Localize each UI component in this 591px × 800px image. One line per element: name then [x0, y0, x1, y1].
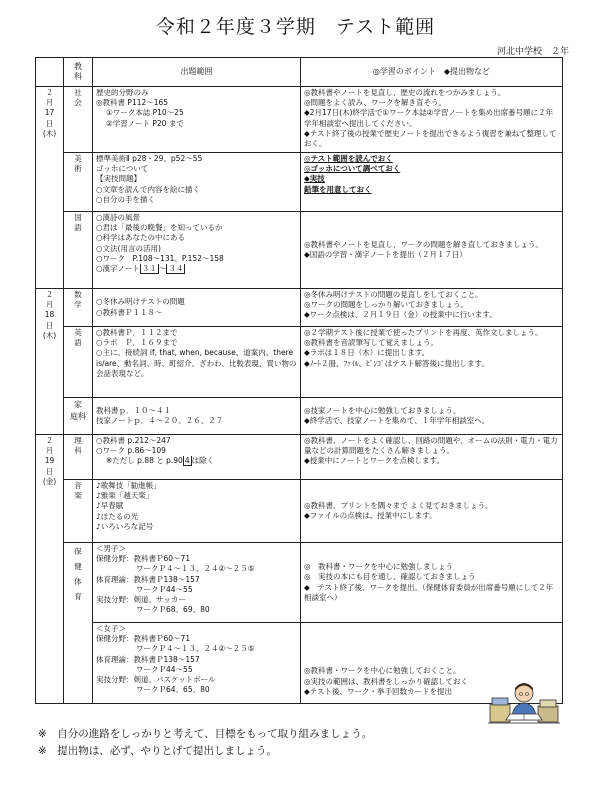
- table-row: [36, 289, 563, 327]
- range-pe-boys: ＜男子＞ 保健分野：教科書Ｐ60～71 ワークＰ４～１３、２４②～２５⑤ 体育理論：教科書Ｐ138～157 ワークＰ44～55 実技分野：剣道、サッカー ワークＰ68、69、80: [93, 543, 301, 623]
- school-class-label: 河北中学校 ２年: [496, 47, 569, 57]
- table-row: [36, 212, 563, 289]
- table-row: [36, 327, 563, 398]
- header-day: [36, 58, 64, 87]
- subject-japanese: 国 語: [64, 212, 93, 289]
- footer-notes: [38, 726, 372, 760]
- studying-student-illustration: [488, 680, 560, 726]
- range-social: 歴史的分野のみ ◎教科書 P112～165 ①ワーク本誌 P10～25 ②学習ノート P20 まで: [93, 87, 301, 153]
- points-pe-girls: ◎教科書・ワークを中心に勉強しておくこと。 ◎実技の範囲は、教科書をしっかり確認しておく ◆テスト後、ワーク・挙手回数カードを提出: [301, 623, 563, 704]
- subject-math: 数 学: [64, 289, 93, 327]
- table-row: [36, 153, 563, 212]
- points-math: ◎冬休み明けテストの問題の見直しをしておくこと。 ◎ワークの問題をしっかり解いておきましょう。 ◆ワーク点検は、２月１９日（金）の授業中に行います。: [301, 289, 563, 327]
- subject-social: 社 会: [64, 87, 93, 153]
- points-english: ◎２学期テスト後に授業で使ったプリントを再度、英作文しましょう。 ◎教科書を音読筆写して覚えましょう。 ◆ラボは１８日（木）に提出します。 ◆ﾉｰﾄ２冊、ﾌｧｲﾙ、ﾋﾞﾝｺﾞはテスト解答後に提出します。: [301, 327, 563, 398]
- subject-home-economics: 家 庭科: [64, 398, 93, 435]
- points-science: ◎教科書、ノートをよく確認し、回路の問題や、オームの法則・電力・電力量などの計算問題をたくさん解きましょう。 ◆授業中にノートとワークを点検します。: [301, 435, 563, 480]
- page-title: 令和２年度３学期 テスト範囲: [155, 16, 436, 38]
- subject-english: 英 語: [64, 327, 93, 398]
- subject-pe: 保 健 体 育: [64, 543, 93, 704]
- kanji-box-end: ３４: [168, 264, 184, 274]
- table-row: [36, 623, 563, 704]
- range-art: 標準美術Ⅱ p28・29、p52～55 ゴッホについて 【実技問題】 ○文章を読んで内容を絵に描く ○自分の手を描く: [93, 153, 301, 212]
- range-home-economics: 教科書ｐ．１０～４１ 技家ノートｐ．４～２０、２６、２７: [93, 398, 301, 435]
- table-row: [36, 435, 563, 480]
- range-science: ○教科書 p.212～247 ○ワーク p.86～109 ※ただし p.88 と p.90 4 は除く: [93, 435, 301, 480]
- test-range-table: [35, 57, 563, 704]
- table-row: [36, 480, 563, 543]
- points-music: ◎教科書、プリントを隅々まで よく見ておきましょう。 ◆ファイルの点検は、授業中にします。: [301, 480, 563, 543]
- subject-music: 音 楽: [64, 480, 93, 543]
- table-row: [36, 87, 563, 153]
- range-math: ○冬休み明けテストの問題 ○教科書Ｐ１１８～: [93, 289, 301, 327]
- range-english: ○教科書Ｐ．１１２まで ○ラボ Ｐ．１６９まで ○主に、接続詞 if, that, when, because、道案内、there is/are、動名詞、時、町紹介、ざわわ、比較表現、買い物の会話表現など。: [93, 327, 301, 398]
- day-cell-19: ２ 月 19 日 (金): [36, 435, 64, 704]
- kanji-box-start: ３１: [141, 264, 157, 274]
- day-cell-17: ２ 月 17 日 (木): [36, 87, 64, 289]
- note-item: ※ 自分の進路をしっかりと考えて、目標をもって取り組みましょう。: [38, 728, 373, 740]
- range-music: ♪歌舞伎「勧進帳」 ♪雅楽「越天楽」 ♪早春賦 ♪ほたるの光 ♪いろいろな記号: [93, 480, 301, 543]
- excluded-problem-box: 4: [184, 456, 190, 466]
- points-social: ◎教科書やノートを見直し、歴史の流れをつかみましょう。 ◎問題をよく読み、ワークを解き直そう。 ◆2月17日(木)終学活で①ワーク本誌②学習ノートを集め出席番号順に２年学年相談室へ提出してください。 ◆テスト終了後の授業で歴史ノートを提出できるよう復習を兼ねて整理しておく。: [301, 87, 563, 153]
- points-japanese: ◎教科書やノートを見直し、ワークの問題を解き直しておきましょう。 ◆国語の学習・漢字ノートを提出（２月１７日）: [301, 212, 563, 289]
- table-header-row: [36, 58, 563, 87]
- range-japanese: ○漢詩の風景 ○君は「最後の晩餐」を知っているか ○科学はあなたの中にある ○文法(用言の活用) ○ワーク P.108～131、P.152～158 ○漢字ノート ３１ ～ ３４: [93, 212, 301, 289]
- header-range: 出題範囲: [93, 58, 301, 87]
- subject-art: 美 術: [64, 153, 93, 212]
- points-art: ◎テスト範囲を読んでおく ◎ゴッホについて調べておく ◆実技 鉛筆を用意しておく: [301, 153, 563, 212]
- header-points: ◎学習のポイント ◆提出物など: [301, 58, 563, 87]
- header-subject: 教 科: [64, 58, 93, 87]
- day-cell-18: ２ 月 18 日 (木): [36, 289, 64, 435]
- range-pe-girls: ＜女子＞ 保健分野：教科書Ｐ60～71 ワークＰ４～１３、２４②～２５⑤ 体育理論：教科書Ｐ138～157 ワークＰ44～55 実技分野：剣道、バスケットボール ワークＰ64、65、80: [93, 623, 301, 704]
- table-row: [36, 543, 563, 623]
- points-pe-boys: ◎ 教科書・ワークを中心に勉強しましょう ◎ 実技の本にも目を通し、確認しておきましょう ◆ テスト終了後、ワークを提出。（保健体育委員が出席番号順にして２年相談室へ）: [301, 543, 563, 623]
- note-item: ※ 提出物は、必ず、やりとげて提出しましょう。: [38, 745, 277, 757]
- table-row: [36, 398, 563, 435]
- points-home-economics: ◎技家ノートを中心に勉強しておきましょう。 ◆終学活で、技家ノートを集めて、１年学年相談室へ。: [301, 398, 563, 435]
- subject-science: 理 科: [64, 435, 93, 480]
